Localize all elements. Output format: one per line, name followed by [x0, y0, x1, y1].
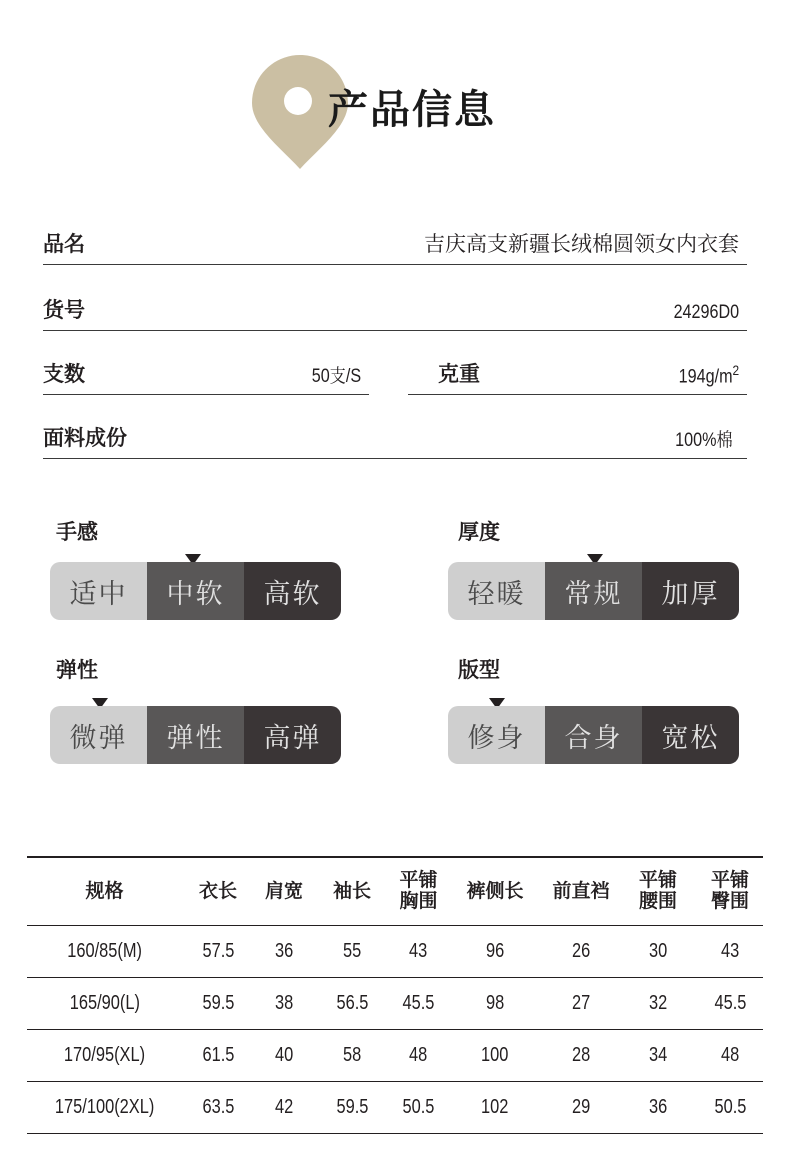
measurement-cell — [447, 1081, 543, 1133]
cell-text: 96 — [485, 939, 505, 962]
info-row-name — [43, 228, 747, 265]
measurement-cell — [543, 1081, 619, 1133]
count-value: 50支/S — [311, 366, 361, 387]
cell-text: 43 — [720, 939, 740, 962]
measurement-cell — [447, 977, 543, 1029]
info-row-sku — [43, 294, 747, 331]
cell-text: 170/95(XL) — [63, 1043, 146, 1066]
measurement-cell — [182, 1081, 254, 1133]
header-sleeve: 袖长 — [332, 879, 371, 902]
page-title: 产品信息 — [328, 87, 496, 133]
weight-label: 克重 — [438, 362, 480, 386]
size-cell — [27, 925, 182, 977]
measurement-cell — [390, 1029, 447, 1081]
name-label: 品名 — [43, 232, 85, 256]
header-waist: 平铺 腰围 — [638, 869, 677, 913]
size-table — [27, 856, 763, 1134]
name-value: 吉庆高支新疆长绒棉圆领女内衣套 — [424, 232, 739, 256]
measurement-cell — [390, 1081, 447, 1133]
cell-text: 48 — [409, 1043, 428, 1066]
table-header-row — [27, 857, 763, 925]
cell-text: 55 — [342, 939, 362, 962]
sku-value: 24296D0 — [673, 302, 739, 323]
thickness-option-1: 轻暖 — [448, 562, 545, 620]
cell-text: 40 — [274, 1043, 294, 1066]
cell-text: 26 — [571, 939, 591, 962]
measurement-cell — [254, 977, 314, 1029]
table-row — [27, 1029, 763, 1081]
measurement-cell — [447, 925, 543, 977]
cell-text: 98 — [485, 991, 505, 1014]
cell-text: 160/85(M) — [67, 939, 142, 962]
fabric-label: 面料成份 — [43, 426, 127, 450]
measurement-cell — [619, 1081, 697, 1133]
weight-unit-superscript: 2 — [732, 361, 739, 378]
measurement-cell — [697, 925, 763, 977]
info-row-fabric — [43, 422, 747, 459]
elasticity-scale — [50, 706, 341, 764]
measurement-cell — [314, 977, 390, 1029]
cell-text: 61.5 — [202, 1043, 234, 1066]
thickness-scale — [448, 562, 739, 620]
size-cell — [27, 977, 182, 1029]
measurement-cell — [543, 925, 619, 977]
cell-text: 59.5 — [336, 1095, 368, 1118]
measurement-cell — [543, 977, 619, 1029]
fabric-value: 100%棉 — [675, 430, 733, 451]
table-row — [27, 1081, 763, 1133]
cell-text: 63.5 — [202, 1095, 234, 1118]
measurement-cell — [619, 925, 697, 977]
measurement-cell — [619, 1029, 697, 1081]
cell-text: 50.5 — [714, 1095, 746, 1118]
cell-text: 50.5 — [402, 1095, 435, 1118]
measurement-cell — [182, 1029, 254, 1081]
elasticity-option-1: 微弹 — [50, 706, 147, 764]
cell-text: 30 — [648, 939, 668, 962]
table-row — [27, 925, 763, 977]
header-pants-length: 裤侧长 — [466, 879, 524, 902]
header-size: 规格 — [85, 879, 124, 902]
elasticity-option-3: 高弹 — [244, 706, 341, 764]
measurement-cell — [619, 977, 697, 1029]
count-label: 支数 — [43, 362, 85, 386]
cell-text: 165/90(L) — [69, 991, 140, 1014]
cell-text: 59.5 — [202, 991, 234, 1014]
cell-text: 29 — [571, 1095, 591, 1118]
thickness-option-3: 加厚 — [642, 562, 739, 620]
cell-text: 48 — [720, 1043, 740, 1066]
hand-feel-option-3: 高软 — [244, 562, 341, 620]
thickness-title: 厚度 — [458, 520, 500, 544]
fit-scale — [448, 706, 739, 764]
elasticity-title: 弹性 — [56, 658, 98, 682]
cell-text: 45.5 — [402, 991, 435, 1014]
measurement-cell — [697, 1029, 763, 1081]
measurement-cell — [254, 1029, 314, 1081]
cell-text: 102 — [481, 1095, 509, 1118]
fit-option-2: 合身 — [545, 706, 642, 764]
measurement-cell — [182, 977, 254, 1029]
size-cell — [27, 1081, 182, 1133]
measurement-cell — [697, 1081, 763, 1133]
sku-label: 货号 — [43, 298, 85, 322]
hand-feel-title: 手感 — [56, 520, 98, 544]
header-length: 衣长 — [198, 879, 237, 902]
measurement-cell — [390, 925, 447, 977]
header-chest: 平铺 胸围 — [399, 869, 438, 913]
hand-feel-scale — [50, 562, 341, 620]
cell-text: 45.5 — [714, 991, 746, 1014]
size-cell — [27, 1029, 182, 1081]
cell-text: 38 — [274, 991, 294, 1014]
measurement-cell — [390, 977, 447, 1029]
measurement-cell — [314, 925, 390, 977]
table-row — [27, 977, 763, 1029]
cell-text: 32 — [648, 991, 668, 1014]
cell-text: 57.5 — [202, 939, 234, 962]
cell-text: 43 — [409, 939, 428, 962]
measurement-cell — [314, 1081, 390, 1133]
measurement-cell — [314, 1029, 390, 1081]
measurement-cell — [447, 1029, 543, 1081]
cell-text: 56.5 — [336, 991, 368, 1014]
header-front-rise: 前直裆 — [552, 879, 610, 902]
measurement-cell — [697, 977, 763, 1029]
cell-text: 42 — [274, 1095, 294, 1118]
measurement-cell — [254, 1081, 314, 1133]
cell-text: 36 — [648, 1095, 668, 1118]
hand-feel-option-2: 中软 — [147, 562, 244, 620]
fit-title: 版型 — [458, 658, 500, 682]
measurement-cell — [543, 1029, 619, 1081]
cell-text: 28 — [571, 1043, 591, 1066]
header-shoulder: 肩宽 — [264, 879, 303, 902]
cell-text: 36 — [274, 939, 294, 962]
info-row-weight — [408, 358, 747, 395]
weight-value: $194g/m^2$ — [678, 361, 739, 387]
fit-option-3: 宽松 — [642, 706, 739, 764]
thickness-option-2: 常规 — [545, 562, 642, 620]
info-row-count — [43, 358, 369, 395]
measurement-cell — [182, 925, 254, 977]
measurement-cell — [254, 925, 314, 977]
elasticity-option-2: 弹性 — [147, 706, 244, 764]
cell-text: 27 — [571, 991, 591, 1014]
cell-text: 58 — [342, 1043, 362, 1066]
cell-text: 34 — [648, 1043, 668, 1066]
header-hip: 平铺 臀围 — [710, 869, 749, 913]
cell-text: 100 — [481, 1043, 509, 1066]
hand-feel-option-1: 适中 — [50, 562, 147, 620]
fit-option-1: 修身 — [448, 706, 545, 764]
cell-text: 175/100(2XL) — [54, 1095, 155, 1118]
